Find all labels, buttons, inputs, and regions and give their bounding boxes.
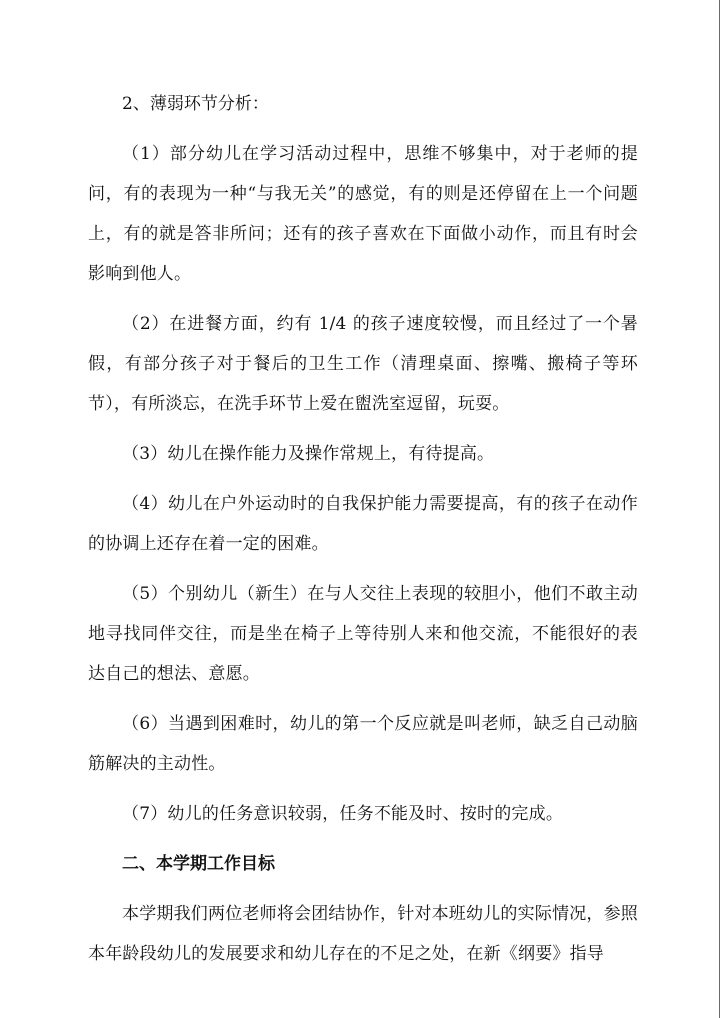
item-paragraph-3: （3）幼儿在操作能力及操作常规上，有待提高。 xyxy=(122,444,495,464)
document-page xyxy=(88,84,638,974)
item-paragraph-1: （1）部分幼儿在学习活动过程中，思维不够集中，对于老师的提问，有的表现为一种“与我无关”的感觉，有的则是还停留在上一个问题上，有的就是答非所问；还有的孩子喜欢在下面做小动作，而且有时会影响到他人。 xyxy=(88,144,638,284)
goals-paragraph: 本学期我们两位老师将会团结协作，针对本班幼儿的实际情况，参照本年龄段幼儿的发展要求和幼儿存在的不足之处，在新《纲要》指导 xyxy=(88,904,638,964)
item-paragraph-7: （7）幼儿的任务意识较弱，任务不能及时、按时的完成。 xyxy=(122,804,564,824)
item-paragraph-2: （2）在进餐方面，约有 1/4 的孩子速度较慢，而且经过了一个暑假，有部分孩子对于餐后的卫生工作（清理桌面、擦嘴、搬椅子等环节），有所淡忘，在洗手环节上爱在盥洗室逗留，玩耍。 xyxy=(88,314,638,414)
section-heading-goals: 二、本学期工作目标 xyxy=(122,854,275,874)
item-paragraph-4: （4）幼儿在户外运动时的自我保护能力需要提高，有的孩子在动作的协调上还存在着一定的困难。 xyxy=(88,494,638,554)
section-heading-weak-points: 2、薄弱环节分析： xyxy=(122,94,269,114)
item-paragraph-5: （5）个别幼儿（新生）在与人交往上表现的较胆小，他们不敢主动地寻找同伴交往，而是坐在椅子上等待别人来和他交流，不能很好的表达自己的想法、意愿。 xyxy=(88,584,638,684)
item-paragraph-6: （6）当遇到困难时，幼儿的第一个反应就是叫老师，缺乏自己动脑筋解决的主动性。 xyxy=(88,714,638,774)
